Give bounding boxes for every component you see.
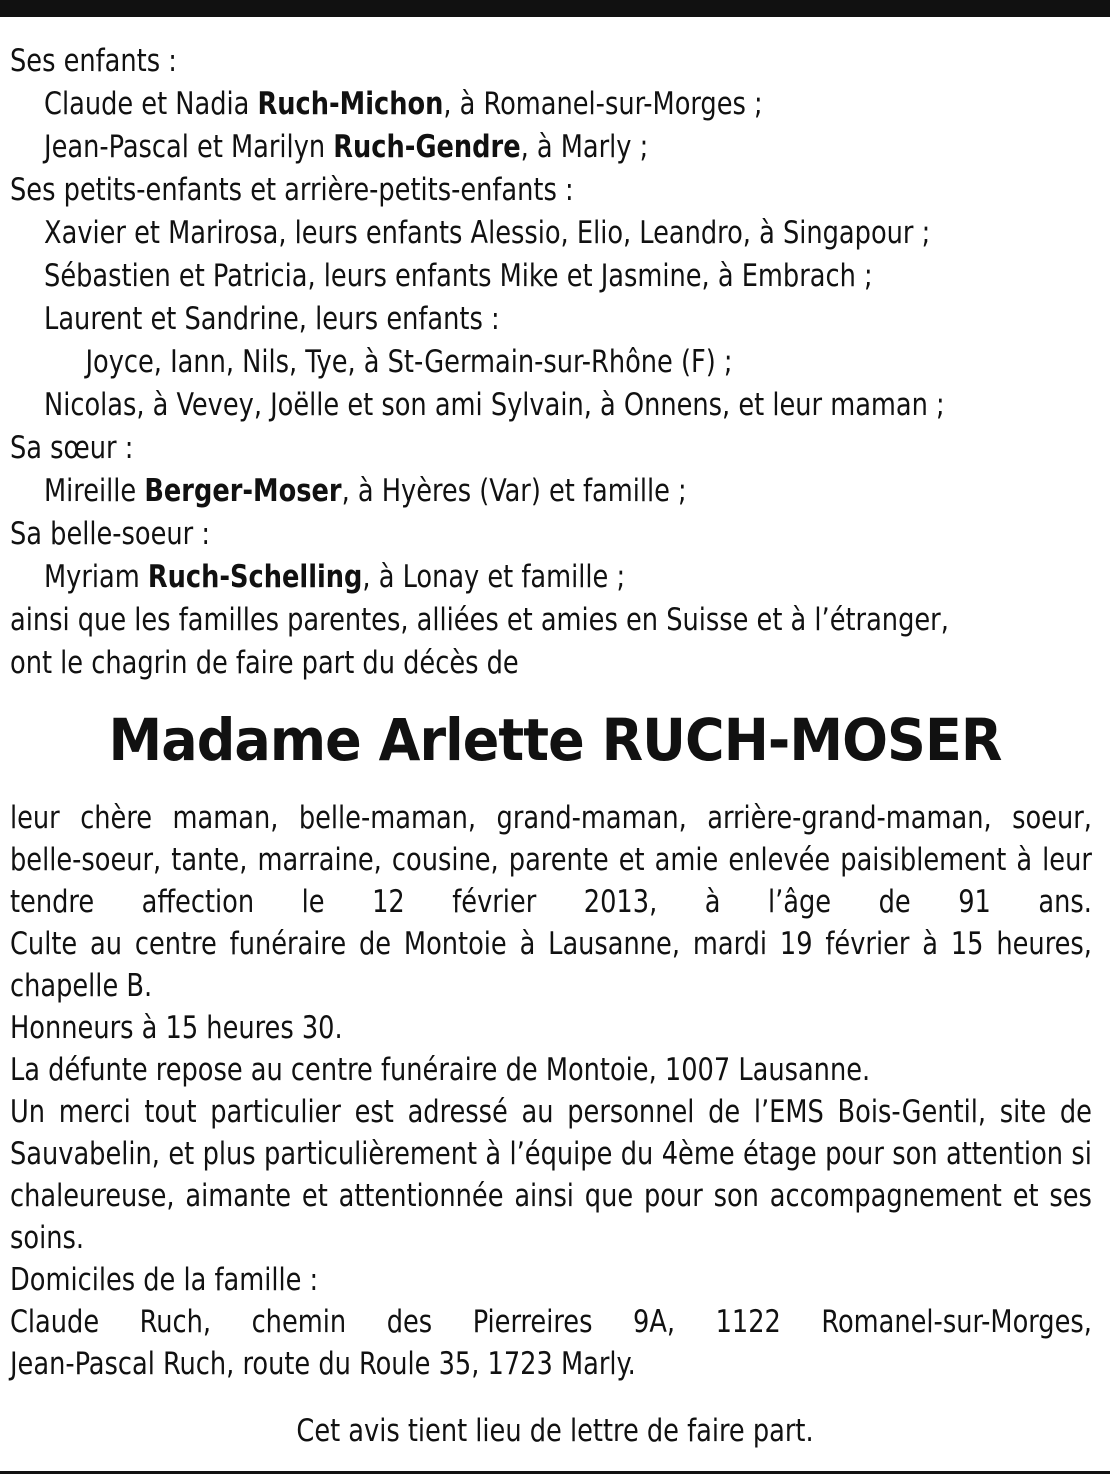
family-line (10, 642, 1098, 685)
family-line-text: Ses enfants : (10, 43, 177, 79)
rest-place-line: La défunte repose au centre funéraire de Montoie, 1007 Lausanne. (10, 1052, 871, 1088)
family-line (10, 169, 1098, 212)
family-line-suffix: , à Marly ; (520, 129, 649, 165)
footer-note: Cet avis tient lieu de lettre de faire part. (296, 1413, 814, 1449)
family-surname: Ruch-Gendre (333, 129, 521, 165)
family-line-text: Sébastien et Patricia, leurs enfants Mike et Jasmine, à Embrach ; (44, 258, 873, 294)
family-line-text: Mireille (44, 473, 145, 509)
family-line (10, 212, 1098, 255)
top-border-rule (0, 0, 1110, 17)
family-line (10, 513, 1098, 556)
notice-body (10, 797, 1092, 1385)
family-line (10, 40, 1098, 83)
family-line-suffix: , à Hyères (Var) et famille ; (341, 473, 687, 509)
family-surname: Ruch-Michon (257, 86, 444, 122)
honours-line: Honneurs à 15 heures 30. (10, 1010, 343, 1046)
domicile-claude: Claude Ruch, chemin des Pierreires 9A, 1122 Romanel-sur-Morges, (10, 1304, 1092, 1340)
family-line-text: Jean-Pascal et Marilyn (44, 129, 334, 165)
family-surname: Berger-Moser (144, 473, 342, 509)
family-line (10, 126, 1098, 169)
family-line-text: Laurent et Sandrine, leurs enfants : (44, 301, 500, 337)
family-lines (10, 40, 1098, 685)
family-line (10, 384, 1098, 427)
family-surname: Ruch-Schelling (147, 559, 363, 595)
family-line (10, 341, 1098, 384)
family-line-suffix: , à Lonay et famille ; (362, 559, 626, 595)
family-line (10, 599, 1098, 642)
domicile-jean-pascal: Jean-Pascal Ruch, route du Roule 35, 1723 Marly. (10, 1346, 636, 1382)
family-line (10, 470, 1098, 513)
family-line-text: ont le chagrin de faire part du décès de (10, 645, 519, 681)
family-line-text: Sa sœur : (10, 430, 134, 466)
family-line-text: Sa belle-soeur : (10, 516, 211, 552)
family-list (10, 40, 1011, 685)
family-line-text: Nicolas, à Vevey, Joëlle et son ami Sylvain, à Onnens, et leur maman ; (44, 387, 945, 423)
family-line-text: Claude et Nadia (44, 86, 258, 122)
family-line (10, 255, 1098, 298)
family-line (10, 556, 1098, 599)
thanks-paragraph: Un merci tout particulier est adressé au personnel de l’EMS Bois-Gentil, site de Sauvabelin, et plus particulièrement à l’équipe du 4ème étage pour son attention si chaleureuse, aimante et attentionnée ainsi que pour son accompagnement et ses soins. (10, 1094, 1092, 1256)
family-line-text: Ses petits-enfants et arrière-petits-enfants : (10, 172, 574, 208)
family-line-text: Myriam (44, 559, 148, 595)
family-line-suffix: , à Romanel-sur-Morges ; (443, 86, 763, 122)
bottom-border-rule (0, 1471, 1110, 1474)
tribute-paragraph: leur chère maman, belle-maman, grand-maman, arrière-grand-maman, soeur, belle-soeur, tante, marraine, cousine, parente et amie enlevée paisiblement à leur tendre affection le 12 février 2013, à l’âge de 91 ans. (10, 800, 1092, 920)
family-line (10, 427, 1098, 470)
family-line (10, 83, 1098, 126)
family-line-text: ainsi que les familles parentes, alliées et amies en Suisse et à l’étranger, (10, 602, 949, 638)
family-line-text: Joyce, Iann, Nils, Tye, à St-Germain-sur-Rhône (F) ; (85, 344, 733, 380)
service-paragraph: Culte au centre funéraire de Montoie à Lausanne, mardi 19 février à 15 heures, chapelle B. (10, 926, 1092, 1004)
deceased-name: Madame Arlette RUCH-MOSER (108, 706, 1002, 774)
family-line (10, 298, 1098, 341)
domiciles-heading: Domiciles de la famille : (10, 1262, 319, 1298)
family-line-text: Xavier et Marirosa, leurs enfants Alessio, Elio, Leandro, à Singapour ; (44, 215, 931, 251)
